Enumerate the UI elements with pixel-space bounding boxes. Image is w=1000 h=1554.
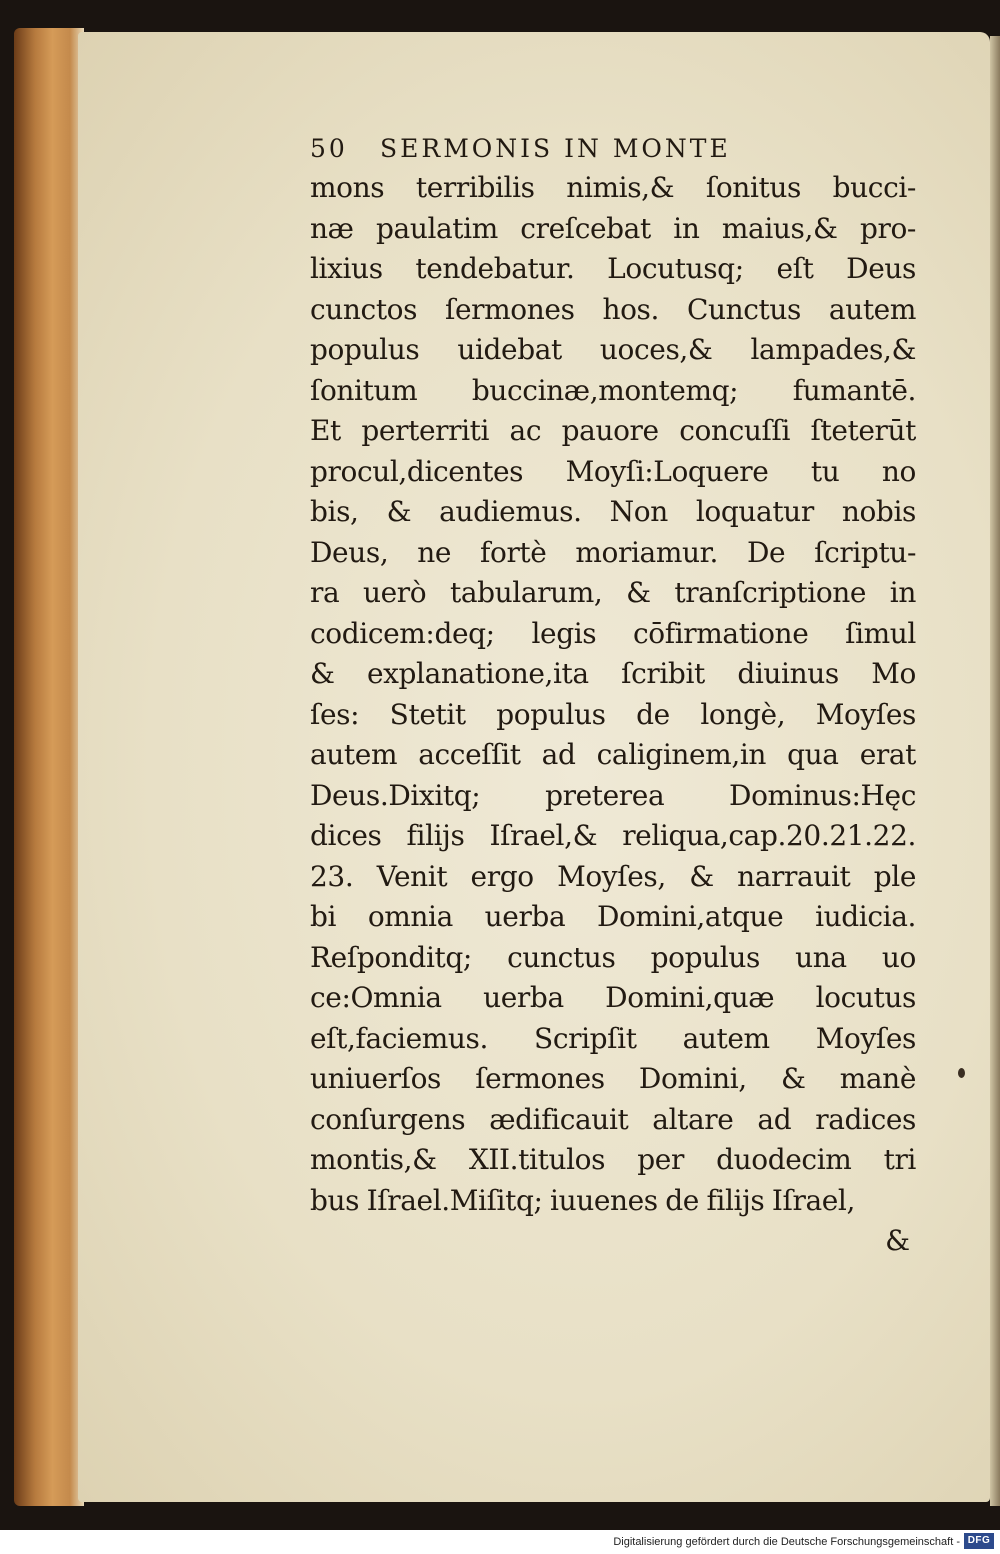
text-line: eſt,faciemus. Scripſit autem Moyſes — [310, 1021, 916, 1055]
body-text — [310, 168, 916, 1221]
text-line: 23. Venit ergo Moyſes, & narrauit ple — [310, 859, 916, 893]
text-line: conſurgens ædificauit altare ad radices — [310, 1102, 916, 1136]
dfg-logo-icon: DFG — [964, 1533, 994, 1549]
ink-mark — [958, 1068, 965, 1078]
text-block — [310, 132, 916, 1261]
text-line: & explanatione,ita ſcribit diuinus Mo — [310, 657, 916, 690]
text-line: bis, & audiemus. Non loquatur nobis — [310, 495, 916, 528]
text-line: lixius tendebatur. Locutusq; eſt Deus — [310, 252, 916, 285]
footer-bar — [0, 1530, 1000, 1554]
text-line: cunctos ſermones hos. Cunctus autem — [310, 292, 916, 326]
text-line: ſonitum buccinæ,montemq; fumantē. — [310, 373, 916, 407]
text-line: bus Iſrael.Miſitq; iuuenes de filijs Iſrael, — [310, 1183, 855, 1217]
text-line: Et perterriti ac pauore concuſſi ſteterūt — [310, 414, 916, 447]
running-head — [310, 132, 916, 166]
text-line: bi omnia uerba Domini,atque iudicia. — [310, 900, 916, 933]
text-line: procul,dicentes Moyſi:Loquere tu no — [310, 454, 916, 488]
text-line: Deus, ne fortè moriamur. De ſcriptu- — [310, 535, 916, 569]
text-line: autem acceſſit ad caliginem,in qua erat — [310, 738, 916, 771]
text-line: uniuerſos ſermones Domini, & manè — [310, 1062, 916, 1095]
funding-credit: Digitalisierung gefördert durch die Deutsche Forschungsgemeinschaft - — [613, 1536, 960, 1548]
book-edge-left — [14, 28, 84, 1506]
book-edge-right — [990, 36, 1000, 1506]
text-line: codicem:deq; legis cōfirmatione ſimul — [310, 616, 916, 650]
text-line: Reſponditq; cunctus populus una uo — [310, 940, 916, 974]
text-line: populus uidebat uoces,& lampades,& — [310, 333, 916, 366]
text-line: Deus.Dixitq; preterea Dominus:Hęc — [310, 778, 916, 812]
text-line: ra uerò tabularum, & tranſcriptione in — [310, 576, 916, 609]
text-line: næ paulatim creſcebat in maius,& pro- — [310, 211, 916, 245]
text-line: ce:Omnia uerba Domini,quæ locutus — [310, 981, 916, 1014]
text-line: ſes: Stetit populus de longè, Moyſes — [310, 697, 916, 731]
running-title: SERMONIS IN MONTE — [380, 134, 731, 163]
page-number: 50 — [310, 134, 348, 163]
catchword: & — [885, 1224, 910, 1257]
text-line: montis,& XII.titulos per duodecim tri — [310, 1143, 916, 1176]
text-line: dices filijs Iſrael,& reliqua,cap.20.21.22. — [310, 819, 916, 852]
text-line: mons terribilis nimis,& ſonitus bucci- — [310, 171, 916, 204]
